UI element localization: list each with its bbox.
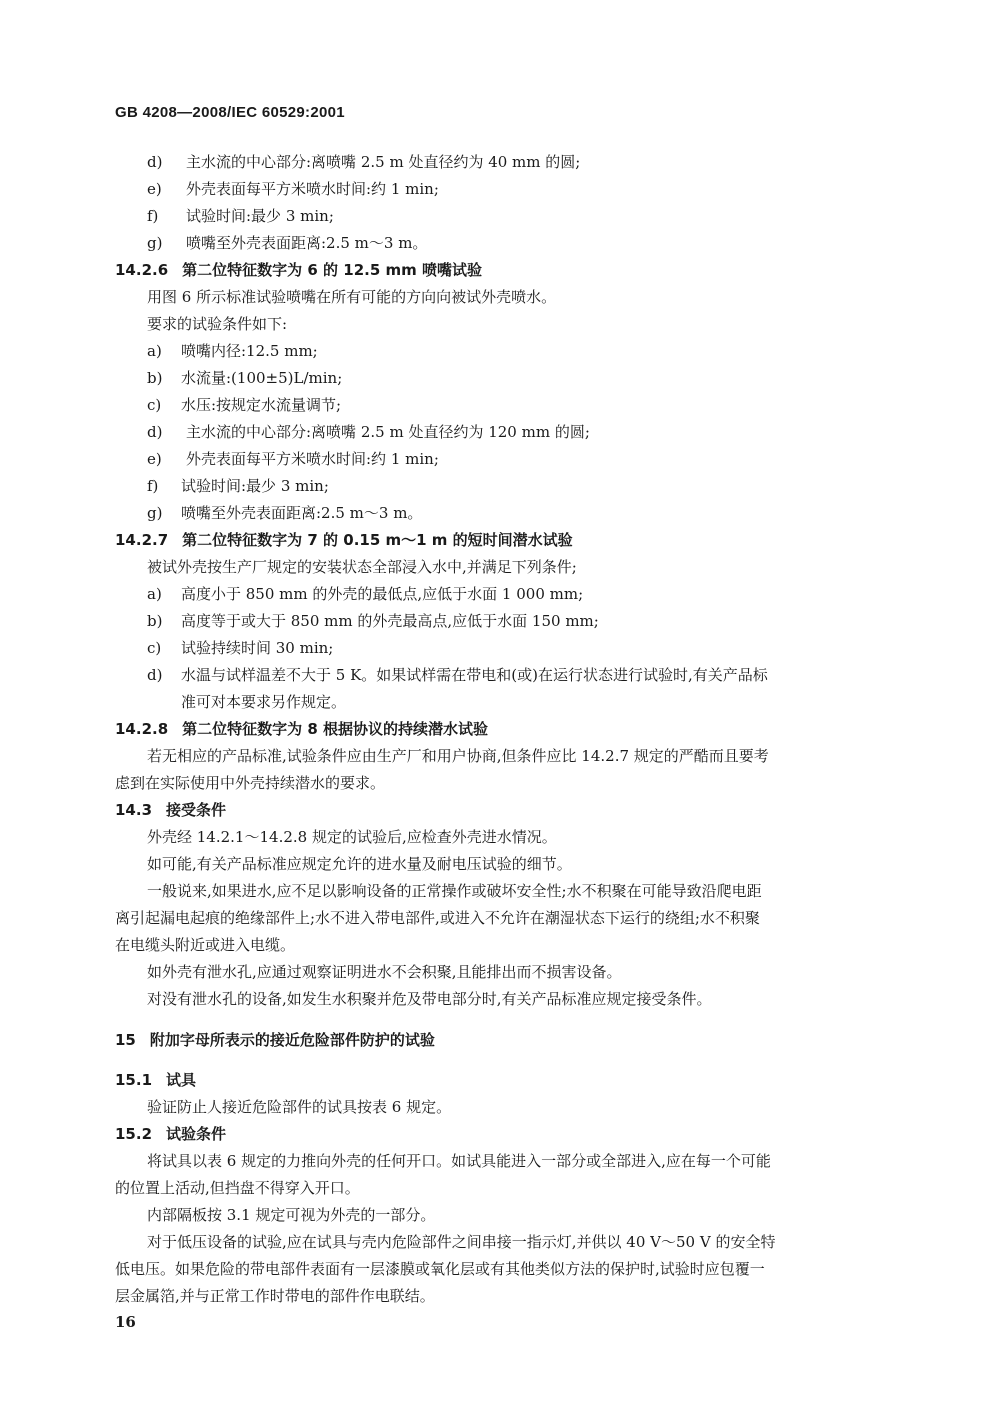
section-number: 14.2.8 [115, 720, 169, 738]
paragraph: 验证防止人接近危险部件的试具按表 6 规定。 [147, 1098, 452, 1116]
list-marker: g) [147, 234, 163, 252]
section-heading-14-2-8 [115, 719, 488, 739]
list-item: 高度等于或大于 850 mm 的外壳最高点,应低于水面 150 mm; [181, 612, 599, 630]
section-title: 第二位特征数字为 7 的 0.15 m～1 m 的短时间潜水试验 [182, 531, 573, 549]
list-item: 试验持续时间 30 min; [181, 639, 334, 657]
standard-header: GB 4208—2008/IEC 60529:2001 [115, 104, 345, 121]
section-heading-15-1 [115, 1070, 196, 1090]
section-number: 14.2.6 [115, 261, 169, 279]
paragraph-continuation: 低电压。如果危险的带电部件表面有一层漆膜或氧化层或有其他类似方法的保护时,试验时应包覆一 [115, 1260, 765, 1278]
list-marker: f) [147, 207, 159, 225]
page-number: 16 [115, 1313, 136, 1331]
section-title: 试具 [166, 1071, 197, 1089]
list-item: 喷嘴至外壳表面距离:2.5 m～3 m。 [181, 504, 423, 522]
list-item-continuation: 准可对本要求另作规定。 [181, 693, 347, 711]
section-title: 试验条件 [166, 1125, 227, 1143]
list-marker: e) [147, 450, 162, 468]
list-marker: b) [147, 369, 163, 387]
paragraph-continuation: 在电缆头附近或进入电缆。 [115, 936, 296, 954]
paragraph: 用图 6 所示标准试验喷嘴在所有可能的方向向被试外壳喷水。 [147, 288, 557, 306]
list-item: 水温与试样温差不大于 5 K。如果试样需在带电和(或)在运行状态进行试验时,有关产品标 [181, 666, 768, 684]
section-title: 接受条件 [166, 801, 227, 819]
paragraph-continuation: 的位置上活动,但挡盘不得穿入开口。 [115, 1179, 360, 1197]
section-number: 15.1 [115, 1071, 153, 1089]
list-item: 喷嘴内径:12.5 mm; [181, 342, 318, 360]
paragraph: 若无相应的产品标准,试验条件应由生产厂和用户协商,但条件应比 14.2.7 规定的严酷而且要考 [147, 747, 769, 765]
list-marker: e) [147, 180, 162, 198]
list-marker: g) [147, 504, 163, 522]
section-heading-14-2-7 [115, 530, 573, 550]
paragraph-continuation: 虑到在实际使用中外壳持续潜水的要求。 [115, 774, 386, 792]
paragraph: 外壳经 14.2.1～14.2.8 规定的试验后,应检查外壳进水情况。 [147, 828, 557, 846]
list-marker: a) [147, 342, 162, 360]
list-item: 外壳表面每平方米喷水时间:约 1 min; [186, 180, 439, 198]
paragraph: 一般说来,如果进水,应不足以影响设备的正常操作或破坏安全性;水不积聚在可能导致沿爬电距 [147, 882, 762, 900]
list-item: 试验时间:最少 3 min; [181, 477, 329, 495]
paragraph-continuation: 离引起漏电起痕的绝缘部件上;水不进入带电部件,或进入不允许在潮湿状态下运行的绕组;水不积聚 [115, 909, 760, 927]
list-item: 试验时间:最少 3 min; [186, 207, 334, 225]
list-marker: b) [147, 612, 163, 630]
paragraph: 被试外壳按生产厂规定的安装状态全部浸入水中,并满足下列条件; [147, 558, 577, 576]
list-marker: c) [147, 396, 162, 414]
list-marker: d) [147, 666, 163, 684]
section-title: 附加字母所表示的接近危险部件防护的试验 [149, 1031, 435, 1049]
list-item: 水压:按规定水流量调节; [181, 396, 342, 414]
list-item: 主水流的中心部分:离喷嘴 2.5 m 处直径约为 120 mm 的圆; [186, 423, 590, 441]
paragraph: 如外壳有泄水孔,应通过观察证明进水不会积聚,且能排出而不损害设备。 [147, 963, 622, 981]
paragraph: 要求的试验条件如下: [147, 315, 288, 333]
paragraph: 对于低压设备的试验,应在试具与壳内危险部件之间串接一指示灯,并供以 40 V～50 V 的安全特 [147, 1233, 776, 1251]
section-heading-14-2-6 [115, 260, 482, 280]
chapter-heading-15 [115, 1030, 435, 1050]
list-item: 主水流的中心部分:离喷嘴 2.5 m 处直径约为 40 mm 的圆; [186, 153, 581, 171]
paragraph-continuation: 层金属箔,并与正常工作时带电的部件作电联结。 [115, 1287, 435, 1305]
paragraph: 对没有泄水孔的设备,如发生水积聚并危及带电部分时,有关产品标准应规定接受条件。 [147, 990, 712, 1008]
section-number: 15 [115, 1031, 136, 1049]
paragraph: 如可能,有关产品标准应规定允许的进水量及耐电压试验的细节。 [147, 855, 572, 873]
section-number: 14.3 [115, 801, 153, 819]
list-item: 高度小于 850 mm 的外壳的最低点,应低于水面 1 000 mm; [181, 585, 584, 603]
list-marker: a) [147, 585, 162, 603]
list-marker: c) [147, 639, 162, 657]
section-title: 第二位特征数字为 8 根据协议的持续潜水试验 [182, 720, 489, 738]
section-heading-15-2 [115, 1124, 226, 1144]
list-item: 喷嘴至外壳表面距离:2.5 m～3 m。 [186, 234, 428, 252]
list-item: 外壳表面每平方米喷水时间:约 1 min; [186, 450, 439, 468]
paragraph: 内部隔板按 3.1 规定可视为外壳的一部分。 [147, 1206, 436, 1224]
section-number: 15.2 [115, 1125, 153, 1143]
section-heading-14-3 [115, 800, 226, 820]
paragraph: 将试具以表 6 规定的力推向外壳的任何开口。如试具能进入一部分或全部进入,应在每一个可能 [147, 1152, 771, 1170]
section-title: 第二位特征数字为 6 的 12.5 mm 喷嘴试验 [182, 261, 482, 279]
list-marker: d) [147, 423, 163, 441]
list-item: 水流量:(100±5)L/min; [181, 369, 343, 387]
section-number: 14.2.7 [115, 531, 169, 549]
list-marker: f) [147, 477, 159, 495]
list-marker: d) [147, 153, 163, 171]
